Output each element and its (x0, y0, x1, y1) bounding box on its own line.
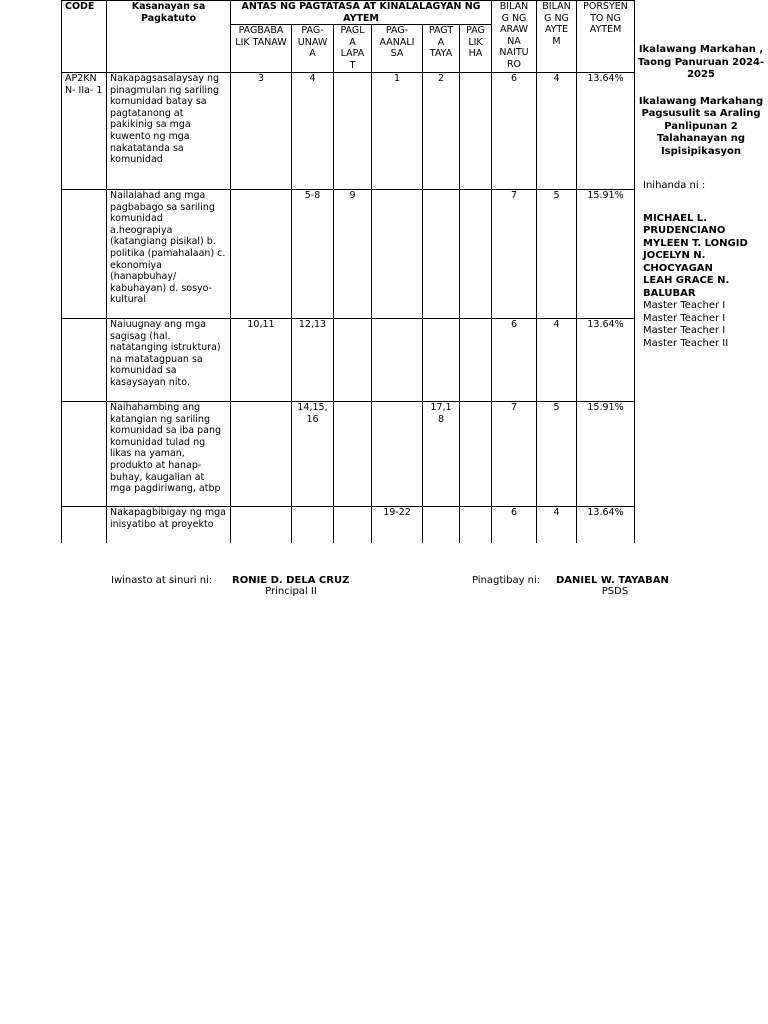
row-days: 7 (492, 190, 537, 319)
header-level-understanding: PAG- UNAW A (292, 25, 334, 73)
checked-by-title: Principal II (265, 586, 317, 597)
approved-by-block (556, 575, 674, 597)
row-percent: 15.91% (577, 402, 635, 507)
header-code: CODE (62, 1, 107, 73)
row-level-cell (372, 402, 423, 507)
preparer-name: MICHAEL L. PRUDENCIANO (643, 212, 726, 236)
row-items: 5 (537, 402, 577, 507)
checked-by-block (232, 575, 350, 597)
row-level-cell: 5-8 (292, 190, 334, 319)
row-code (62, 507, 107, 543)
preparer-name: JOCELYN N. CHOCYAGAN (643, 250, 713, 274)
row-competency: Nakapagsasalaysay ng pinagmulan ng sariling komunidad batay sa pagtatanong at pakikinig sa mga kuwento ng mga nakatatanda sa komunidad (107, 73, 231, 190)
row-code (62, 402, 107, 507)
row-days: 7 (492, 402, 537, 507)
approved-by-label: Pinagtibay ni: (472, 575, 541, 586)
prepared-by-label: Inihanda ni : (643, 180, 706, 191)
row-level-cell: 17,1 8 (423, 402, 460, 507)
row-level-cell (460, 190, 492, 319)
row-items: 4 (537, 319, 577, 402)
row-competency: Naiuugnay ang mga sagisag (hal. natatanging istruktura) na matatagpuan sa komunidad sa kasaysayan nito. (107, 319, 231, 402)
header-competency: Kasanayan sa Pagkatuto (107, 1, 231, 73)
row-level-cell (334, 507, 372, 543)
row-level-cell (231, 402, 292, 507)
exam-title: Ikalawang Markahang Pagsusulit sa Araling Panlipunan 2 Talahanayan ng Ispisipikasyon (638, 95, 764, 157)
row-level-cell (372, 190, 423, 319)
header-items: BILAN G NG AYTE M (537, 1, 577, 73)
row-level-cell (231, 507, 292, 543)
row-level-cell (460, 73, 492, 190)
quarter-title: Ikalawang Markahan , Taong Panuruan 2024-2025 (637, 44, 765, 80)
row-competency: Nailalahad ang mga pagbabago sa sariling komunidad a.heograpiya (katangiang pisikal) b. politika (pamahalaan) c. ekonomiya (hanapbuhay/ kabuhayan) d. sosyo-kultural (107, 190, 231, 319)
table-of-specifications (61, 0, 635, 543)
table-row (62, 507, 635, 543)
row-percent: 15.91% (577, 190, 635, 319)
row-code (62, 319, 107, 402)
table-row (62, 190, 635, 319)
row-competency: Naihahambing ang katangian ng sariling komunidad sa iba pang komunidad tulad ng likas na yaman, produkto at hanap-buhay, kaugalian at mga pagdiriwang, atbp (107, 402, 231, 507)
header-level-applying: PAGL A LAPA T (334, 25, 372, 73)
row-level-cell: 1 (372, 73, 423, 190)
row-level-cell: 10,11 (231, 319, 292, 402)
row-level-cell (334, 319, 372, 402)
row-code: AP2KN N- IIa- 1 (62, 73, 107, 190)
row-items: 5 (537, 190, 577, 319)
header-level-evaluating: PAGT A TAYA (423, 25, 460, 73)
row-level-cell: 12,13 (292, 319, 334, 402)
row-level-cell (372, 319, 423, 402)
row-level-cell: 4 (292, 73, 334, 190)
document-info-panel (637, 44, 765, 350)
row-level-cell: 9 (334, 190, 372, 319)
row-competency: Nakapagbibigay ng mga inisyatibo at proyekto (107, 507, 231, 543)
row-items: 4 (537, 507, 577, 543)
checked-by-label: Iwinasto at sinuri ni: (111, 575, 213, 586)
row-level-cell (423, 319, 460, 402)
row-percent: 13.64% (577, 507, 635, 543)
row-percent: 13.64% (577, 73, 635, 190)
preparer-position: Master Teacher I (643, 325, 726, 336)
row-level-cell (460, 507, 492, 543)
preparer-name: LEAH GRACE N. BALUBAR (643, 275, 730, 299)
header-levels-group: ANTAS NG PAGTATASA AT KINALALAGYAN NG AYTEM (231, 1, 492, 25)
row-level-cell: 19-22 (372, 507, 423, 543)
approved-by-name: DANIEL W. TAYABAN (556, 575, 669, 586)
table-row (62, 402, 635, 507)
row-days: 6 (492, 507, 537, 543)
row-level-cell (292, 507, 334, 543)
header-days: BILAN G NG ARAW NA NAITU RO (492, 1, 537, 73)
approved-by-title: PSDS (601, 586, 629, 597)
preparer-position: Master Teacher I (643, 300, 726, 311)
row-level-cell (460, 402, 492, 507)
row-level-cell (231, 190, 292, 319)
preparer-position: Master Teacher I (643, 312, 726, 324)
table-row (62, 73, 635, 190)
row-code (62, 190, 107, 319)
row-level-cell (460, 319, 492, 402)
preparers-list (643, 213, 765, 301)
row-level-cell: 3 (231, 73, 292, 190)
row-level-cell (334, 402, 372, 507)
preparer-position: Master Teacher II (643, 337, 729, 349)
row-level-cell (423, 190, 460, 319)
header-level-analyzing: PAG- AANALI SA (372, 25, 423, 73)
checked-by-name: RONIE D. DELA CRUZ (232, 575, 350, 586)
header-level-remembering: PAGBABA LIK TANAW (231, 25, 292, 73)
row-level-cell: 14,15, 16 (292, 402, 334, 507)
header-percent: PORSYEN TO NG AYTEM (577, 1, 635, 73)
table-row (62, 319, 635, 402)
row-days: 6 (492, 319, 537, 402)
row-items: 4 (537, 73, 577, 190)
row-percent: 13.64% (577, 319, 635, 402)
row-level-cell (423, 507, 460, 543)
preparer-positions (643, 300, 765, 350)
row-level-cell (334, 73, 372, 190)
row-level-cell: 2 (423, 73, 460, 190)
row-days: 6 (492, 73, 537, 190)
preparer-name: MYLEEN T. LONGID (643, 237, 748, 249)
header-level-creating: PAG LIK HA (460, 25, 492, 73)
